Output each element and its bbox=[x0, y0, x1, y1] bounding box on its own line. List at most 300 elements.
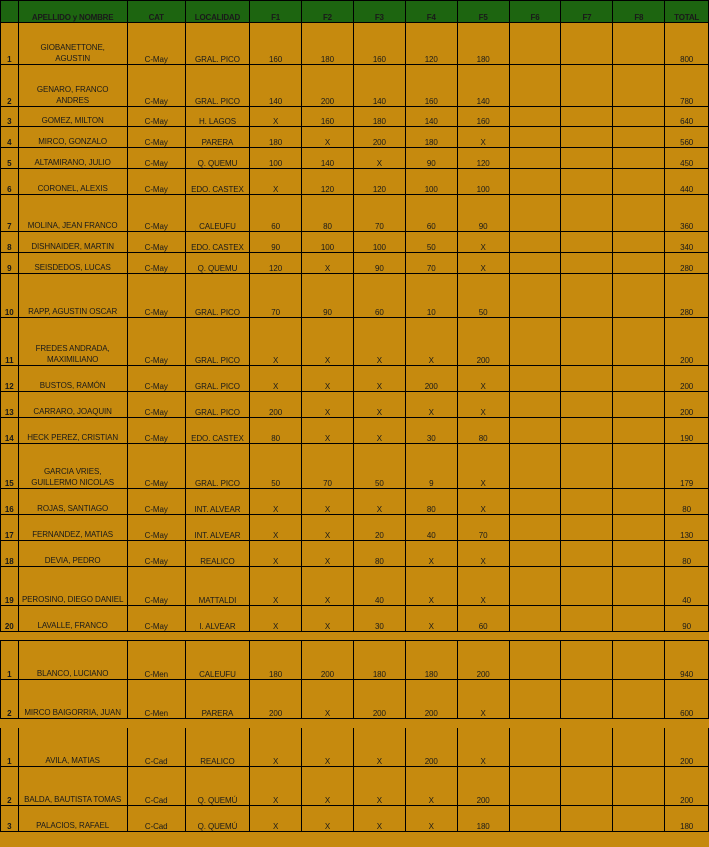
score-cell-f1[interactable]: 60 bbox=[250, 195, 302, 232]
score-cell-f5[interactable]: 180 bbox=[457, 806, 509, 832]
score-cell-f7[interactable] bbox=[561, 806, 613, 832]
row-index-cell[interactable]: 2 bbox=[1, 767, 19, 806]
row-index-cell[interactable]: 16 bbox=[1, 489, 19, 515]
score-cell-f8[interactable] bbox=[613, 728, 665, 767]
score-cell-f2[interactable]: 200 bbox=[302, 65, 354, 107]
score-cell-f3[interactable]: 60 bbox=[353, 274, 405, 318]
score-cell-f3[interactable]: 50 bbox=[353, 444, 405, 489]
score-cell-f8[interactable] bbox=[613, 274, 665, 318]
athlete-name-cell[interactable] bbox=[18, 253, 127, 274]
score-cell-f4[interactable]: X bbox=[405, 318, 457, 366]
athlete-name-cell[interactable] bbox=[18, 641, 127, 680]
score-cell-f3[interactable]: 180 bbox=[353, 641, 405, 680]
athlete-name-cell[interactable] bbox=[18, 195, 127, 232]
score-cell-f8[interactable] bbox=[613, 65, 665, 107]
athlete-name-cell[interactable] bbox=[18, 728, 127, 767]
score-cell-f4[interactable]: 50 bbox=[405, 232, 457, 253]
score-cell-f5[interactable]: X bbox=[457, 680, 509, 719]
locality-cell[interactable]: H. LAGOS bbox=[185, 107, 249, 127]
score-cell-f2[interactable]: X bbox=[302, 567, 354, 606]
score-cell-f3[interactable]: 70 bbox=[353, 195, 405, 232]
score-cell-f4[interactable]: 70 bbox=[405, 253, 457, 274]
score-cell-f6[interactable] bbox=[509, 489, 561, 515]
score-cell-f7[interactable] bbox=[561, 489, 613, 515]
row-index-cell[interactable]: 9 bbox=[1, 253, 19, 274]
score-cell-f3[interactable]: 20 bbox=[353, 515, 405, 541]
athlete-name-cell[interactable] bbox=[18, 274, 127, 318]
row-index-cell[interactable]: 11 bbox=[1, 318, 19, 366]
score-cell-f7[interactable] bbox=[561, 606, 613, 632]
category-cell[interactable]: C-May bbox=[127, 567, 185, 606]
row-index-cell[interactable]: 6 bbox=[1, 169, 19, 195]
total-cell[interactable]: 360 bbox=[665, 195, 709, 232]
score-cell-f2[interactable]: 70 bbox=[302, 444, 354, 489]
athlete-name-cell[interactable] bbox=[18, 65, 127, 107]
locality-cell[interactable]: Q. QUEMU bbox=[185, 253, 249, 274]
table-row[interactable] bbox=[1, 641, 709, 680]
score-cell-f6[interactable] bbox=[509, 606, 561, 632]
score-cell-f3[interactable]: 90 bbox=[353, 253, 405, 274]
score-cell-f1[interactable]: X bbox=[250, 515, 302, 541]
score-cell-f1[interactable]: 80 bbox=[250, 418, 302, 444]
score-cell-f8[interactable] bbox=[613, 515, 665, 541]
score-cell-f5[interactable]: 140 bbox=[457, 65, 509, 107]
athlete-name-cell[interactable] bbox=[18, 806, 127, 832]
table-row[interactable] bbox=[1, 318, 709, 366]
total-cell[interactable]: 340 bbox=[665, 232, 709, 253]
table-row[interactable] bbox=[1, 680, 709, 719]
row-index-cell[interactable]: 19 bbox=[1, 567, 19, 606]
score-cell-f6[interactable] bbox=[509, 274, 561, 318]
score-cell-f7[interactable] bbox=[561, 515, 613, 541]
score-cell-f1[interactable]: 50 bbox=[250, 444, 302, 489]
score-cell-f3[interactable]: X bbox=[353, 148, 405, 169]
score-cell-f5[interactable]: 90 bbox=[457, 195, 509, 232]
table-row[interactable] bbox=[1, 541, 709, 567]
score-cell-f4[interactable]: 180 bbox=[405, 127, 457, 148]
locality-cell[interactable]: MATTALDI bbox=[185, 567, 249, 606]
score-cell-f6[interactable] bbox=[509, 127, 561, 148]
header-f1[interactable]: F1 bbox=[250, 1, 302, 23]
table-row[interactable] bbox=[1, 806, 709, 832]
score-cell-f6[interactable] bbox=[509, 541, 561, 567]
score-cell-f4[interactable]: 140 bbox=[405, 107, 457, 127]
table-row[interactable] bbox=[1, 253, 709, 274]
score-cell-f2[interactable]: 120 bbox=[302, 169, 354, 195]
score-cell-f5[interactable]: 160 bbox=[457, 107, 509, 127]
total-cell[interactable]: 280 bbox=[665, 274, 709, 318]
locality-cell[interactable]: Q. QUEMU bbox=[185, 148, 249, 169]
score-cell-f4[interactable]: X bbox=[405, 567, 457, 606]
score-cell-f8[interactable] bbox=[613, 127, 665, 148]
score-cell-f1[interactable]: 120 bbox=[250, 253, 302, 274]
score-cell-f4[interactable]: 60 bbox=[405, 195, 457, 232]
score-cell-f3[interactable]: 200 bbox=[353, 680, 405, 719]
row-index-cell[interactable]: 8 bbox=[1, 232, 19, 253]
score-cell-f1[interactable]: 90 bbox=[250, 232, 302, 253]
score-cell-f7[interactable] bbox=[561, 641, 613, 680]
score-cell-f4[interactable]: 9 bbox=[405, 444, 457, 489]
category-cell[interactable]: C-Cad bbox=[127, 767, 185, 806]
total-cell[interactable]: 560 bbox=[665, 127, 709, 148]
locality-cell[interactable]: INT. ALVEAR bbox=[185, 489, 249, 515]
athlete-name-cell[interactable] bbox=[18, 107, 127, 127]
score-cell-f3[interactable]: 200 bbox=[353, 127, 405, 148]
score-cell-f5[interactable]: 80 bbox=[457, 418, 509, 444]
category-cell[interactable]: C-Men bbox=[127, 641, 185, 680]
score-cell-f8[interactable] bbox=[613, 444, 665, 489]
score-cell-f6[interactable] bbox=[509, 366, 561, 392]
total-cell[interactable]: 280 bbox=[665, 253, 709, 274]
table-row[interactable] bbox=[1, 65, 709, 107]
locality-cell[interactable]: GRAL. PICO bbox=[185, 392, 249, 418]
score-cell-f5[interactable]: 100 bbox=[457, 169, 509, 195]
table-row[interactable] bbox=[1, 169, 709, 195]
score-cell-f2[interactable]: X bbox=[302, 515, 354, 541]
header-total[interactable]: TOTAL bbox=[665, 1, 709, 23]
total-cell[interactable]: 600 bbox=[665, 680, 709, 719]
score-cell-f2[interactable]: X bbox=[302, 366, 354, 392]
score-cell-f1[interactable]: X bbox=[250, 107, 302, 127]
score-cell-f2[interactable]: 90 bbox=[302, 274, 354, 318]
table-row[interactable] bbox=[1, 127, 709, 148]
score-cell-f1[interactable]: X bbox=[250, 366, 302, 392]
locality-cell[interactable]: CALEUFU bbox=[185, 195, 249, 232]
score-cell-f3[interactable]: 140 bbox=[353, 65, 405, 107]
table-row[interactable] bbox=[1, 444, 709, 489]
score-cell-f6[interactable] bbox=[509, 107, 561, 127]
row-index-cell[interactable]: 18 bbox=[1, 541, 19, 567]
score-cell-f8[interactable] bbox=[613, 195, 665, 232]
locality-cell[interactable]: GRAL. PICO bbox=[185, 65, 249, 107]
category-cell[interactable]: C-Cad bbox=[127, 806, 185, 832]
total-cell[interactable]: 780 bbox=[665, 65, 709, 107]
locality-cell[interactable]: I. ALVEAR bbox=[185, 606, 249, 632]
athlete-name-cell[interactable] bbox=[18, 392, 127, 418]
table-row[interactable] bbox=[1, 195, 709, 232]
score-cell-f5[interactable]: X bbox=[457, 392, 509, 418]
score-cell-f4[interactable]: 80 bbox=[405, 489, 457, 515]
score-cell-f6[interactable] bbox=[509, 728, 561, 767]
score-cell-f6[interactable] bbox=[509, 767, 561, 806]
score-cell-f8[interactable] bbox=[613, 318, 665, 366]
score-cell-f7[interactable] bbox=[561, 23, 613, 65]
score-cell-f5[interactable]: 120 bbox=[457, 148, 509, 169]
row-index-cell[interactable]: 10 bbox=[1, 274, 19, 318]
score-cell-f7[interactable] bbox=[561, 392, 613, 418]
score-cell-f1[interactable]: 200 bbox=[250, 680, 302, 719]
score-cell-f2[interactable]: X bbox=[302, 253, 354, 274]
score-cell-f4[interactable]: 90 bbox=[405, 148, 457, 169]
score-cell-f4[interactable]: 200 bbox=[405, 366, 457, 392]
table-row[interactable] bbox=[1, 418, 709, 444]
athlete-name-cell[interactable] bbox=[18, 23, 127, 65]
header-f3[interactable]: F3 bbox=[353, 1, 405, 23]
header-f2[interactable]: F2 bbox=[302, 1, 354, 23]
table-row[interactable] bbox=[1, 274, 709, 318]
total-cell[interactable]: 450 bbox=[665, 148, 709, 169]
athlete-name-cell[interactable] bbox=[18, 169, 127, 195]
score-cell-f5[interactable]: X bbox=[457, 366, 509, 392]
category-cell[interactable]: C-May bbox=[127, 274, 185, 318]
score-cell-f1[interactable]: X bbox=[250, 767, 302, 806]
score-cell-f2[interactable]: X bbox=[302, 680, 354, 719]
row-index-cell[interactable]: 3 bbox=[1, 107, 19, 127]
score-cell-f1[interactable]: X bbox=[250, 806, 302, 832]
score-cell-f8[interactable] bbox=[613, 641, 665, 680]
score-cell-f6[interactable] bbox=[509, 418, 561, 444]
table-row[interactable] bbox=[1, 148, 709, 169]
score-cell-f8[interactable] bbox=[613, 366, 665, 392]
score-cell-f3[interactable]: 160 bbox=[353, 23, 405, 65]
athlete-name-cell[interactable] bbox=[18, 232, 127, 253]
locality-cell[interactable]: GRAL. PICO bbox=[185, 444, 249, 489]
category-cell[interactable]: C-May bbox=[127, 127, 185, 148]
score-cell-f7[interactable] bbox=[561, 107, 613, 127]
score-cell-f8[interactable] bbox=[613, 232, 665, 253]
score-cell-f3[interactable]: 80 bbox=[353, 541, 405, 567]
score-cell-f7[interactable] bbox=[561, 680, 613, 719]
score-cell-f1[interactable]: X bbox=[250, 606, 302, 632]
athlete-name-cell[interactable] bbox=[18, 680, 127, 719]
score-cell-f2[interactable]: X bbox=[302, 127, 354, 148]
total-cell[interactable]: 200 bbox=[665, 767, 709, 806]
score-cell-f7[interactable] bbox=[561, 728, 613, 767]
category-cell[interactable]: C-May bbox=[127, 606, 185, 632]
score-cell-f2[interactable]: X bbox=[302, 728, 354, 767]
score-cell-f2[interactable]: X bbox=[302, 489, 354, 515]
table-row[interactable] bbox=[1, 366, 709, 392]
score-cell-f6[interactable] bbox=[509, 392, 561, 418]
row-index-cell[interactable]: 12 bbox=[1, 366, 19, 392]
score-cell-f4[interactable]: 30 bbox=[405, 418, 457, 444]
score-cell-f7[interactable] bbox=[561, 148, 613, 169]
total-cell[interactable]: 130 bbox=[665, 515, 709, 541]
score-cell-f8[interactable] bbox=[613, 169, 665, 195]
score-cell-f8[interactable] bbox=[613, 253, 665, 274]
total-cell[interactable]: 80 bbox=[665, 489, 709, 515]
score-cell-f4[interactable]: 200 bbox=[405, 728, 457, 767]
score-cell-f3[interactable]: X bbox=[353, 767, 405, 806]
score-cell-f2[interactable]: 200 bbox=[302, 641, 354, 680]
score-cell-f6[interactable] bbox=[509, 567, 561, 606]
score-cell-f7[interactable] bbox=[561, 767, 613, 806]
locality-cell[interactable]: Q. QUEMÚ bbox=[185, 767, 249, 806]
athlete-name-cell[interactable] bbox=[18, 418, 127, 444]
athlete-name-cell[interactable] bbox=[18, 767, 127, 806]
table-row[interactable] bbox=[1, 107, 709, 127]
score-cell-f8[interactable] bbox=[613, 23, 665, 65]
table-row[interactable] bbox=[1, 567, 709, 606]
score-cell-f4[interactable]: X bbox=[405, 606, 457, 632]
score-cell-f6[interactable] bbox=[509, 253, 561, 274]
row-index-cell[interactable]: 7 bbox=[1, 195, 19, 232]
total-cell[interactable]: 179 bbox=[665, 444, 709, 489]
header-apellido-nombre[interactable]: APELLIDO y NOMBRE bbox=[18, 1, 127, 23]
row-index-cell[interactable]: 1 bbox=[1, 728, 19, 767]
score-cell-f6[interactable] bbox=[509, 195, 561, 232]
total-cell[interactable]: 440 bbox=[665, 169, 709, 195]
row-index-cell[interactable]: 2 bbox=[1, 680, 19, 719]
category-cell[interactable]: C-May bbox=[127, 392, 185, 418]
score-cell-f5[interactable]: X bbox=[457, 541, 509, 567]
athlete-name-cell[interactable] bbox=[18, 366, 127, 392]
score-cell-f3[interactable]: 30 bbox=[353, 606, 405, 632]
score-cell-f1[interactable]: X bbox=[250, 169, 302, 195]
score-cell-f3[interactable]: 100 bbox=[353, 232, 405, 253]
category-cell[interactable]: C-May bbox=[127, 23, 185, 65]
header-cat[interactable]: CAT bbox=[127, 1, 185, 23]
score-cell-f2[interactable]: 80 bbox=[302, 195, 354, 232]
athlete-name-cell[interactable] bbox=[18, 489, 127, 515]
score-cell-f3[interactable]: 180 bbox=[353, 107, 405, 127]
score-cell-f5[interactable]: X bbox=[457, 127, 509, 148]
total-cell[interactable]: 200 bbox=[665, 318, 709, 366]
total-cell[interactable]: 90 bbox=[665, 606, 709, 632]
score-cell-f5[interactable]: X bbox=[457, 567, 509, 606]
total-cell[interactable]: 940 bbox=[665, 641, 709, 680]
score-cell-f4[interactable]: 180 bbox=[405, 641, 457, 680]
score-cell-f8[interactable] bbox=[613, 806, 665, 832]
score-cell-f2[interactable]: X bbox=[302, 392, 354, 418]
category-cell[interactable]: C-May bbox=[127, 169, 185, 195]
athlete-name-cell[interactable] bbox=[18, 318, 127, 366]
score-cell-f4[interactable]: 100 bbox=[405, 169, 457, 195]
total-cell[interactable]: 640 bbox=[665, 107, 709, 127]
score-cell-f6[interactable] bbox=[509, 23, 561, 65]
score-cell-f6[interactable] bbox=[509, 641, 561, 680]
score-cell-f5[interactable]: 50 bbox=[457, 274, 509, 318]
category-cell[interactable]: C-May bbox=[127, 515, 185, 541]
table-row[interactable] bbox=[1, 489, 709, 515]
score-cell-f1[interactable]: 180 bbox=[250, 641, 302, 680]
athlete-name-cell[interactable] bbox=[18, 541, 127, 567]
category-cell[interactable]: C-May bbox=[127, 107, 185, 127]
athlete-name-cell[interactable] bbox=[18, 444, 127, 489]
score-cell-f7[interactable] bbox=[561, 65, 613, 107]
score-cell-f1[interactable]: 180 bbox=[250, 127, 302, 148]
total-cell[interactable]: 190 bbox=[665, 418, 709, 444]
score-cell-f5[interactable]: X bbox=[457, 728, 509, 767]
total-cell[interactable]: 40 bbox=[665, 567, 709, 606]
score-cell-f8[interactable] bbox=[613, 148, 665, 169]
locality-cell[interactable]: EDO. CASTEX bbox=[185, 169, 249, 195]
header-f7[interactable]: F7 bbox=[561, 1, 613, 23]
total-cell[interactable]: 800 bbox=[665, 23, 709, 65]
score-cell-f4[interactable]: X bbox=[405, 392, 457, 418]
score-cell-f3[interactable]: X bbox=[353, 392, 405, 418]
score-cell-f5[interactable]: 70 bbox=[457, 515, 509, 541]
score-cell-f8[interactable] bbox=[613, 489, 665, 515]
locality-cell[interactable]: GRAL. PICO bbox=[185, 318, 249, 366]
score-cell-f5[interactable]: 60 bbox=[457, 606, 509, 632]
athlete-name-cell[interactable] bbox=[18, 148, 127, 169]
row-index-cell[interactable]: 14 bbox=[1, 418, 19, 444]
total-cell[interactable]: 180 bbox=[665, 806, 709, 832]
score-cell-f6[interactable] bbox=[509, 169, 561, 195]
score-cell-f8[interactable] bbox=[613, 392, 665, 418]
score-cell-f3[interactable]: X bbox=[353, 728, 405, 767]
category-cell[interactable]: C-Cad bbox=[127, 728, 185, 767]
header-localidad[interactable]: LOCALIDAD bbox=[185, 1, 249, 23]
score-cell-f4[interactable]: 160 bbox=[405, 65, 457, 107]
score-cell-f3[interactable]: 40 bbox=[353, 567, 405, 606]
score-cell-f1[interactable]: 200 bbox=[250, 392, 302, 418]
score-cell-f5[interactable]: 200 bbox=[457, 641, 509, 680]
score-cell-f1[interactable]: X bbox=[250, 318, 302, 366]
score-cell-f7[interactable] bbox=[561, 169, 613, 195]
score-cell-f6[interactable] bbox=[509, 148, 561, 169]
score-cell-f2[interactable]: 180 bbox=[302, 23, 354, 65]
score-cell-f4[interactable]: X bbox=[405, 806, 457, 832]
athlete-name-cell[interactable] bbox=[18, 127, 127, 148]
score-cell-f6[interactable] bbox=[509, 232, 561, 253]
score-cell-f5[interactable]: X bbox=[457, 253, 509, 274]
score-cell-f1[interactable]: 70 bbox=[250, 274, 302, 318]
score-cell-f1[interactable]: X bbox=[250, 541, 302, 567]
locality-cell[interactable]: REALICO bbox=[185, 541, 249, 567]
row-index-cell[interactable]: 13 bbox=[1, 392, 19, 418]
score-cell-f5[interactable]: 180 bbox=[457, 23, 509, 65]
category-cell[interactable]: C-May bbox=[127, 148, 185, 169]
score-cell-f7[interactable] bbox=[561, 444, 613, 489]
category-cell[interactable]: C-May bbox=[127, 444, 185, 489]
category-cell[interactable]: C-May bbox=[127, 232, 185, 253]
score-cell-f8[interactable] bbox=[613, 107, 665, 127]
row-index-cell[interactable]: 2 bbox=[1, 65, 19, 107]
category-cell[interactable]: C-May bbox=[127, 541, 185, 567]
score-cell-f1[interactable]: 160 bbox=[250, 23, 302, 65]
score-cell-f5[interactable]: 200 bbox=[457, 767, 509, 806]
score-cell-f3[interactable]: X bbox=[353, 366, 405, 392]
score-cell-f1[interactable]: X bbox=[250, 489, 302, 515]
row-index-cell[interactable]: 4 bbox=[1, 127, 19, 148]
score-cell-f6[interactable] bbox=[509, 65, 561, 107]
score-cell-f8[interactable] bbox=[613, 541, 665, 567]
score-cell-f7[interactable] bbox=[561, 567, 613, 606]
locality-cell[interactable]: Q. QUEMÚ bbox=[185, 806, 249, 832]
score-cell-f6[interactable] bbox=[509, 806, 561, 832]
score-cell-f8[interactable] bbox=[613, 606, 665, 632]
score-cell-f1[interactable]: X bbox=[250, 728, 302, 767]
athlete-name-cell[interactable] bbox=[18, 515, 127, 541]
score-cell-f4[interactable]: X bbox=[405, 541, 457, 567]
row-index-cell[interactable]: 20 bbox=[1, 606, 19, 632]
locality-cell[interactable]: INT. ALVEAR bbox=[185, 515, 249, 541]
locality-cell[interactable]: CALEUFU bbox=[185, 641, 249, 680]
locality-cell[interactable]: GRAL. PICO bbox=[185, 23, 249, 65]
category-cell[interactable]: C-May bbox=[127, 253, 185, 274]
score-cell-f7[interactable] bbox=[561, 318, 613, 366]
score-cell-f2[interactable]: X bbox=[302, 318, 354, 366]
table-row[interactable] bbox=[1, 767, 709, 806]
row-index-cell[interactable]: 3 bbox=[1, 806, 19, 832]
total-cell[interactable]: 80 bbox=[665, 541, 709, 567]
score-cell-f1[interactable]: 100 bbox=[250, 148, 302, 169]
score-cell-f1[interactable]: X bbox=[250, 567, 302, 606]
score-cell-f5[interactable]: X bbox=[457, 489, 509, 515]
score-cell-f7[interactable] bbox=[561, 253, 613, 274]
score-cell-f7[interactable] bbox=[561, 366, 613, 392]
score-cell-f4[interactable]: 120 bbox=[405, 23, 457, 65]
score-cell-f8[interactable] bbox=[613, 680, 665, 719]
table-row[interactable] bbox=[1, 392, 709, 418]
score-cell-f3[interactable]: X bbox=[353, 489, 405, 515]
score-cell-f8[interactable] bbox=[613, 567, 665, 606]
score-cell-f2[interactable]: X bbox=[302, 418, 354, 444]
category-cell[interactable]: C-May bbox=[127, 366, 185, 392]
row-index-cell[interactable]: 15 bbox=[1, 444, 19, 489]
